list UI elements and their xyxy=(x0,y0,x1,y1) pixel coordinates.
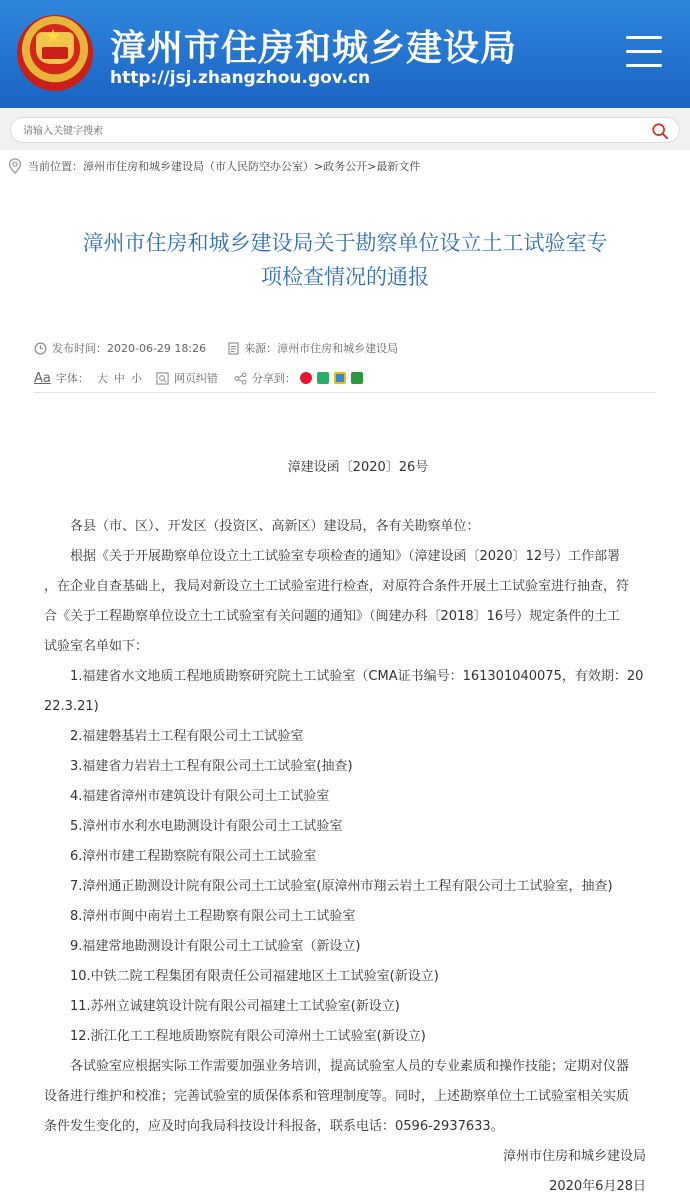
publish-time: 2020-06-29 18:26 xyxy=(107,341,207,355)
closing-line: 各试验室应根据实际工作需要加强业务培训，提高试验室人员的专业素质和操作技能；定期对仪器 xyxy=(70,1059,630,1074)
intro-line: 合《关于工程勘察单位设立土工试验室有关问题的通知》（闽建办科〔2018〕16号）规定条件的土工 xyxy=(44,609,621,624)
list-item: 1.福建省水文地质工程地质勘察研究院土工试验室（CMA证书编号：161301040075，有效期：20 xyxy=(70,669,644,684)
meta-row-1 xyxy=(34,340,398,356)
salutation: 各县（市、区）、开发区（投资区、高新区）建设局，各有关勘察单位： xyxy=(70,519,480,534)
clock-icon xyxy=(34,342,47,355)
intro-line: 根据《关于开展勘察单位设立土工试验室专项检查的通知》（漳建设函〔2020〕12号）工作部署 xyxy=(70,549,621,564)
intro-line: ，在企业自查基础上，我局对新设立土工试验室进行检查，对原符合条件开展土工试验室进行抽查，符 xyxy=(44,579,630,594)
source-label: 来源： xyxy=(244,342,278,355)
list-item: 7.漳州通正勘测设计院有限公司土工试验室(原漳州市翔云岩土工程有限公司土工试验室，抽查) xyxy=(70,879,613,894)
national-emblem-icon[interactable]: ★ xyxy=(17,15,93,91)
search-input[interactable] xyxy=(21,121,625,141)
correction-link[interactable]: 网页纠错 xyxy=(173,372,218,385)
intro-line: 试验室名单如下： xyxy=(44,639,149,654)
breadcrumb-latest-docs[interactable]: >最新文件 xyxy=(367,160,421,173)
share-label: 分享到： xyxy=(251,372,296,385)
article-title-line1: 漳州市住房和城乡建设局关于勘察单位设立土工试验室专 xyxy=(82,231,608,255)
list-item: 22.3.21) xyxy=(44,699,99,714)
search-bar xyxy=(0,108,690,150)
font-size-icon: Aa xyxy=(34,370,51,386)
date: 2020年6月28日 xyxy=(549,1179,646,1194)
signature: 漳州市住房和城乡建设局 xyxy=(502,1149,646,1164)
breadcrumb-prefix: 当前位置： xyxy=(28,160,83,173)
article-title xyxy=(40,226,650,294)
list-item: 9.福建常地勘测设计有限公司土工试验室（新设立) xyxy=(70,939,361,954)
source-value: 漳州市住房和城乡建设局 xyxy=(277,342,399,355)
site-title[interactable]: 漳州市住房和城乡建设局 xyxy=(110,28,518,69)
font-label: 字体： xyxy=(55,372,89,385)
font-size-large[interactable]: 大 xyxy=(96,372,108,385)
correction-icon xyxy=(156,372,169,385)
location-pin-icon xyxy=(8,158,22,174)
breadcrumb xyxy=(8,158,420,174)
closing-line: 条件发生变化的，应及时向我局科技设计科报备，联系电话：0596-2937633。 xyxy=(44,1119,504,1134)
list-item: 3.福建省力岩岩土工程有限公司土工试验室(抽查) xyxy=(70,759,353,774)
font-size-medium[interactable]: 中 xyxy=(113,372,125,385)
qzone-icon[interactable] xyxy=(334,372,346,384)
list-item: 12.浙江化工工程地质勘察院有限公司漳州土工试验室(新设立) xyxy=(70,1029,426,1044)
list-item: 4.福建省漳州市建筑设计有限公司土工试验室 xyxy=(70,789,330,804)
list-item: 8.漳州市闽中南岩土工程勘察有限公司土工试验室 xyxy=(70,909,356,924)
wechat-icon[interactable] xyxy=(317,372,329,384)
closing-line: 设备进行维护和校准；完善试验室的质保体系和管理制度等。同时，上述勘察单位土工试验室相关实质 xyxy=(44,1089,630,1104)
weibo-icon[interactable] xyxy=(300,372,312,384)
search-icon[interactable] xyxy=(651,122,669,140)
douban-icon[interactable] xyxy=(351,372,363,384)
document-icon xyxy=(228,342,239,355)
list-item: 5.漳州市水利水电勘测设计有限公司土工试验室 xyxy=(70,819,343,834)
document-number: 漳建设函〔2020〕26号 xyxy=(287,460,429,475)
meta-divider xyxy=(34,392,656,393)
site-url: http://jsj.zhangzhou.gov.cn xyxy=(110,68,371,88)
list-item: 11.苏州立诚建筑设计院有限公司福建土工试验室(新设立) xyxy=(70,999,400,1014)
share-icon xyxy=(234,372,247,385)
meta-row-2 xyxy=(34,370,363,386)
breadcrumb-home[interactable]: 漳州市住房和城乡建设局（市人民防空办公室） xyxy=(83,160,314,173)
font-size-small[interactable]: 小 xyxy=(130,372,142,385)
list-item: 6.漳州市建工程勘察院有限公司土工试验室 xyxy=(70,849,317,864)
list-item: 2.福建磐基岩土工程有限公司土工试验室 xyxy=(70,729,304,744)
publish-label: 发布时间： xyxy=(52,342,107,355)
list-item: 10.中铁二院工程集团有限责任公司福建地区土工试验室(新设立) xyxy=(70,969,439,984)
menu-icon[interactable] xyxy=(626,36,662,70)
search-box xyxy=(10,117,680,143)
breadcrumb-gov-affairs[interactable]: >政务公开 xyxy=(314,160,368,173)
article-title-line2: 项检查情况的通报 xyxy=(261,265,429,289)
site-header xyxy=(0,0,690,108)
